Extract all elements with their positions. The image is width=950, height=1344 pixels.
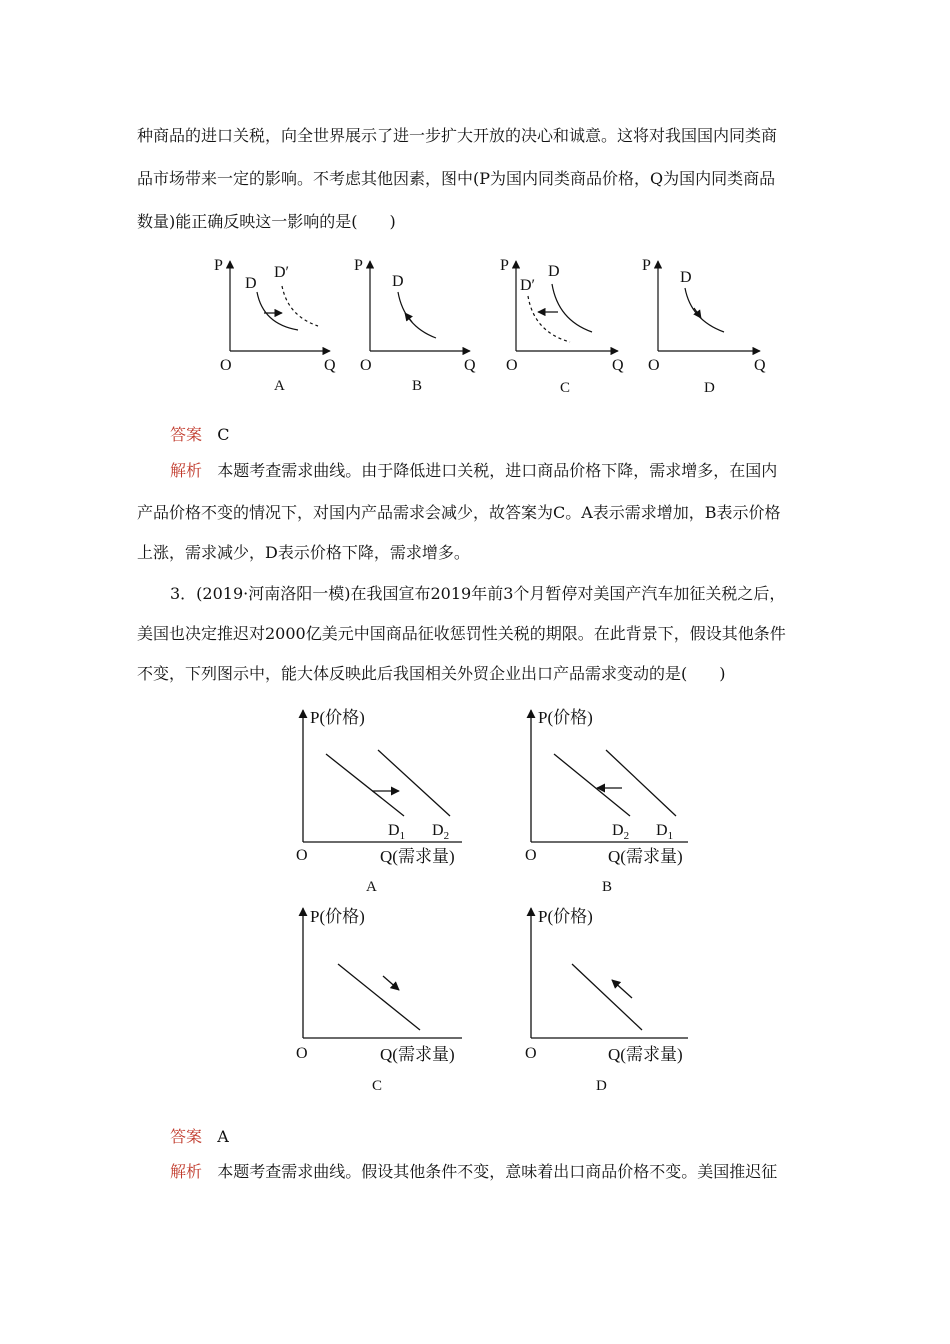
q3-analysis-label: 解析	[170, 1162, 203, 1181]
q2b-origin: O	[360, 357, 372, 374]
q3-analysis-text: 本题考查需求曲线。假设其他条件不变，意味着出口商品价格不变。美国推迟征	[217, 1162, 778, 1181]
q3b-axis-q: Q(需求量)	[608, 847, 683, 866]
q3a-axis-p: P(价格)	[310, 708, 365, 727]
q3c-option: C	[372, 1078, 383, 1094]
q2d-option: D	[704, 380, 715, 396]
q2-analysis-line-1	[170, 461, 777, 481]
q2b-axis-q: Q	[464, 357, 476, 374]
q3-panel-c	[296, 907, 462, 1094]
q3a-origin: O	[296, 847, 308, 864]
q2d-axis-q: Q	[754, 357, 766, 374]
q3b-curve-d2	[554, 754, 630, 816]
q3d-origin: O	[525, 1045, 537, 1062]
q2d-label-d: D	[680, 269, 692, 286]
q3c-curve-d	[338, 964, 420, 1030]
q3-answer-value: A	[217, 1127, 229, 1146]
q2c-axis-q: Q	[612, 357, 624, 374]
q3-panel-d	[525, 907, 688, 1094]
q2d-axis-p: P	[642, 257, 651, 274]
q2-panel-c	[500, 257, 624, 396]
q3b-label-d1: $D_1$	[656, 822, 674, 842]
q3-line-2: 美国也决定推迟对2000亿美元中国商品征收惩罚性关税的期限。在此背景下，假设其他条件	[137, 624, 786, 643]
q2c-label-d: D	[548, 263, 560, 280]
q3b-axis-p: P(价格)	[538, 708, 593, 727]
q3b-label-d2: $D_2$	[612, 822, 630, 842]
q3a-curve-d2	[378, 750, 450, 816]
q3-answer	[170, 1127, 229, 1147]
q2b-option: B	[412, 378, 423, 394]
q2-line-2: 品市场带来一定的影响。不考虑其他因素，图中(P为国内同类商品价格，Q为国内同类商品	[137, 169, 776, 188]
q2a-label-d-prime: D′	[274, 264, 290, 281]
q3-line-3: 不变，下列图示中，能大体反映此后我国相关外贸企业出口产品需求变动的是( )	[137, 664, 726, 683]
q2-analysis-text-1: 本题考查需求曲线。由于降低进口关税，进口商品价格下降，需求增多，在国内	[217, 461, 778, 480]
q2c-curve-d-prime	[528, 296, 570, 342]
q3a-axis-q: Q(需求量)	[380, 847, 455, 866]
q2-analysis-label: 解析	[170, 461, 203, 480]
q3-panel-b	[525, 708, 688, 895]
q3c-axis-p: P(价格)	[310, 907, 365, 926]
q3a-label-d2: $D_2$	[432, 822, 450, 842]
q2b-curve-d	[398, 292, 436, 338]
q2-analysis-line-2: 产品价格不变的情况下，对国内产品需求会减少，故答案为C。A表示需求增加，B表示价格	[137, 503, 781, 522]
q2c-option: C	[560, 380, 571, 396]
q2-line-1: 种商品的进口关税，向全世界展示了进一步扩大开放的决心和诚意。这将对我国国内同类商	[137, 126, 778, 145]
q2-answer	[170, 425, 230, 445]
q2-figure	[208, 246, 778, 410]
q3c-origin: O	[296, 1045, 308, 1062]
q2-panel-a	[214, 257, 336, 394]
q3-panel-a	[296, 708, 462, 895]
q3c-axis-q: Q(需求量)	[380, 1045, 455, 1064]
q2c-curve-d	[552, 284, 592, 332]
q2-panel-b	[354, 257, 476, 394]
q3d-axis-p: P(价格)	[538, 907, 593, 926]
q2c-origin: O	[506, 357, 518, 374]
q2-answer-label: 答案	[170, 425, 203, 444]
q2-answer-value: C	[217, 425, 230, 444]
q3d-arrow	[612, 980, 632, 998]
q3-answer-label: 答案	[170, 1127, 203, 1146]
q3b-origin: O	[525, 847, 537, 864]
q3b-option: B	[602, 879, 613, 895]
q2a-origin: O	[220, 357, 232, 374]
q2b-axis-p: P	[354, 257, 363, 274]
q2b-label-d: D	[392, 273, 404, 290]
q2d-arrow	[694, 308, 701, 318]
q3d-option: D	[596, 1078, 607, 1094]
q3b-curve-d1	[606, 750, 676, 816]
q2a-label-d: D	[245, 275, 257, 292]
q3c-arrow	[383, 976, 399, 990]
q2c-label-d-prime: D′	[520, 277, 536, 294]
q2a-curve-d-prime	[282, 286, 318, 326]
q2d-origin: O	[648, 357, 660, 374]
q3a-option: A	[366, 879, 377, 895]
q2b-arrow	[405, 313, 412, 322]
q2a-axis-p: P	[214, 257, 223, 274]
q3-analysis-line-1	[170, 1162, 777, 1182]
q2-analysis-line-3: 上涨，需求减少，D表示价格下降，需求增多。	[137, 543, 470, 562]
q2a-curve-d	[257, 292, 298, 330]
q3-figure	[282, 698, 702, 1107]
q3d-axis-q: Q(需求量)	[608, 1045, 683, 1064]
q3a-label-d1: $D_1$	[388, 822, 406, 842]
q2a-axis-q: Q	[324, 357, 336, 374]
q2d-curve-d	[685, 288, 724, 332]
q2a-option: A	[274, 378, 285, 394]
q3-line-1: 3．(2019·河南洛阳一模)在我国宣布2019年前3个月暂停对美国产汽车加征关税之后，	[170, 584, 786, 603]
q2c-axis-p: P	[500, 257, 509, 274]
q2-panel-d	[642, 257, 766, 396]
q2-line-3: 数量)能正确反映这一影响的是( )	[137, 212, 396, 231]
